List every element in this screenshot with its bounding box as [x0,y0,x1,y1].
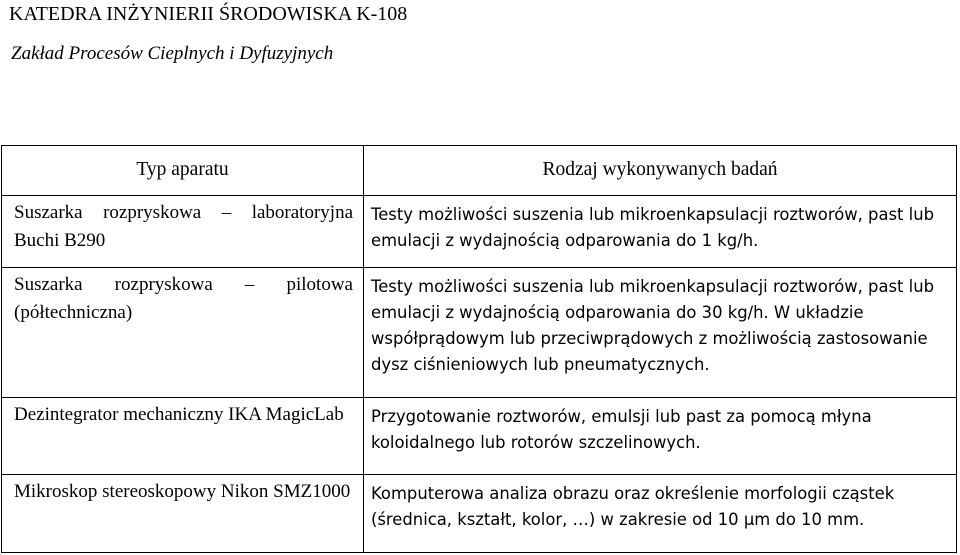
research-description-cell: Komputerowa analiza obrazu oraz określenie morfologii cząstek (średnica, kształt, kolor, …) w zakresie od 10 μm do 10 mm. [364,475,957,553]
equipment-type-cell: Suszarka rozpryskowa – laboratoryjna Buchi B290 [2,196,364,268]
research-description-cell: Przygotowanie roztworów, emulsji lub past za pomocą młyna koloidalnego lub rotorów szczelinowych. [364,398,957,475]
column-header-research-type: Rodzaj wykonywanych badań [364,146,957,196]
table-row [2,268,957,398]
table-header-row [2,146,957,196]
research-description-cell: Testy możliwości suszenia lub mikroenkapsulacji roztworów, past lub emulacji z wydajnością odparowania do 1 kg/h. [364,196,957,268]
table-row [2,196,957,268]
column-header-equipment-type: Typ aparatu [2,146,364,196]
research-description-cell: Testy możliwości suszenia lub mikroenkapsulacji roztworów, past lub emulacji z wydajnością odparowania do 30 kg/h. W układzie współprądowym lub przeciwprądowych z możliwością zastosowanie dysz ciśnieniowych lub pneumatycznych. [364,268,957,398]
page-subtitle: Zakład Procesów Cieplnych i Dyfuzyjnych [11,43,334,64]
equipment-type-cell: Mikroskop stereoskopowy Nikon SMZ1000 [2,475,364,553]
table-row [2,398,957,475]
table-row [2,475,957,553]
equipment-type-cell: Dezintegrator mechaniczny IKA MagicLab [2,398,364,475]
equipment-type-cell: Suszarka rozpryskowa – pilotowa (półtechniczna) [2,268,364,398]
equipment-table [1,145,957,553]
page-title: KATEDRA INŻYNIERII ŚRODOWISKA K-108 [9,3,408,25]
